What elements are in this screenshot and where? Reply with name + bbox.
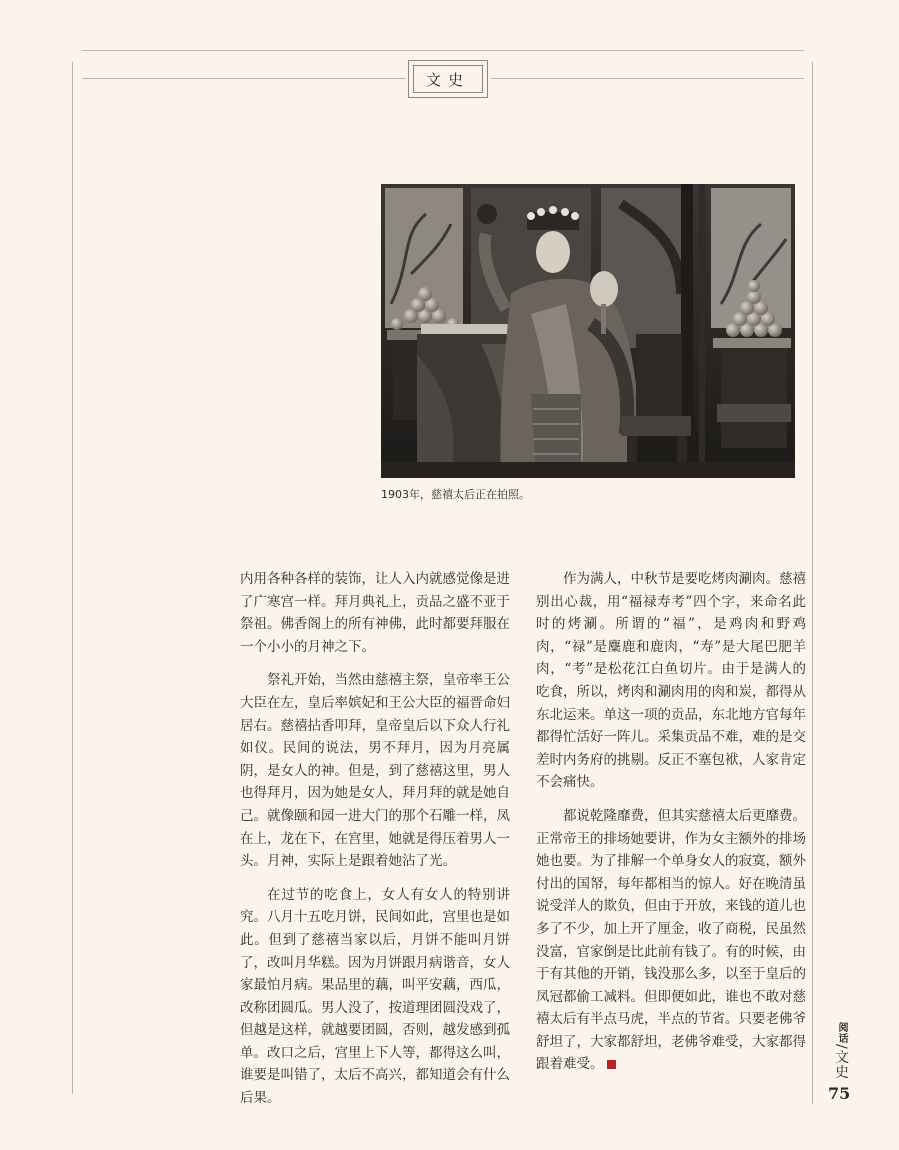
paragraph: 作为满人，中秋节是要吃烤肉涮肉。慈禧别出心裁，用“福禄寿考”四个字，来命名此时的烤涮。所谓的“福”，是鸡肉和野鸡肉，“禄”是麋鹿和鹿肉，“寿”是大尾巴肥羊肉，“考”是松花江白鱼切片。由于是满人的吃食，所以，烤肉和涮肉用的肉和炭，都得从东北运来。单这一项的贡品，东北地方官每年都得忙活好一阵儿。采集贡品不难，难的是交差时内务府的挑剔。反正不塞包袱，人家肯定不会痛快。	[536, 571, 806, 791]
top-rule	[82, 50, 804, 51]
article-column-left	[240, 568, 510, 1121]
photo-illustration	[381, 184, 795, 478]
brand-slash: /	[833, 1044, 849, 1050]
page-number: 75	[828, 1084, 851, 1103]
section-emblem	[408, 60, 488, 98]
brand-name: 阅话	[836, 1022, 847, 1044]
article-column-right	[536, 568, 806, 1087]
header-rule-left	[82, 78, 406, 79]
paragraph-last	[536, 805, 806, 1076]
photo-caption: 1903年，慈禧太后正在拍照。	[381, 488, 530, 501]
header-rule-right	[491, 78, 804, 79]
paragraph: 内用各种各样的装饰，让人入内就感觉像是进了广寒宫一样。拜月典礼上，贡品之盛不亚于祭祖。佛香阁上的所有神佛，此时都要拜服在一个小小的月神之下。	[240, 571, 510, 655]
paragraph: 祭礼开始，当然由慈禧主祭，皇帝率王公大臣在左，皇后率嫔妃和王公大臣的福晋命妇居右。慈禧拈香叩拜，皇帝皇后以下众人行礼如仪。民间的说法，男不拜月，因为月亮属阴，是女人的神。但是，到了慈禧这里，男人也得拜月，因为她是女人，拜月拜的就是她自己。就像颐和园一进大门的那个石雕一样，凤在上，龙在下，在宫里，她就是得压着男人一头。月神，实际上是跟着她沾了光。	[240, 672, 510, 870]
left-frame-line	[72, 62, 73, 1094]
right-frame-line	[812, 62, 813, 1104]
historical-photo	[381, 184, 795, 478]
paragraph: 在过节的吃食上，女人有女人的特别讲究。八月十五吃月饼，民间如此，宫里也是如此。但到了慈禧当家以后，月饼不能叫月饼了，改叫月华糕。因为月饼跟月病谐音，女人家最怕月病。果品里的藕，叫平安藕，西瓜，改称团圆瓜。男人没了，按道理团圆没戏了，但越是这样，就越要团圆，否则，越发感到孤单。改口之后，宫里上下人等，都得这么叫，谁要是叫错了，太后不高兴，都知道会有什么后果。	[240, 886, 510, 1107]
end-mark-icon	[607, 1060, 616, 1069]
brand-section: 文史	[833, 1049, 849, 1080]
magazine-section-label	[831, 1022, 851, 1080]
paragraph-text: 都说乾隆靡费，但其实慈禧太后更靡费。正常帝王的排场她要讲，作为女主额外的排场她也要。为了排解一个单身女人的寂寞，额外付出的国帑，每年都相当的惊人。好在晚清虽说受洋人的欺负，但由于开放，来钱的道儿也多了不少，加上开了厘金，收了商税，民虽然没富，官家倒是比此前有钱了。有的时候，由于有其他的开销，钱没那么多，以至于皇后的凤冠都偷工减料。但即便如此，谁也不敢对慈禧太后有半点马虎，半点的节省。只要老佛爷舒坦了，大家都舒坦，老佛爷难受，大家都得跟着难受。	[536, 807, 806, 1073]
section-title: 文史	[413, 65, 483, 93]
